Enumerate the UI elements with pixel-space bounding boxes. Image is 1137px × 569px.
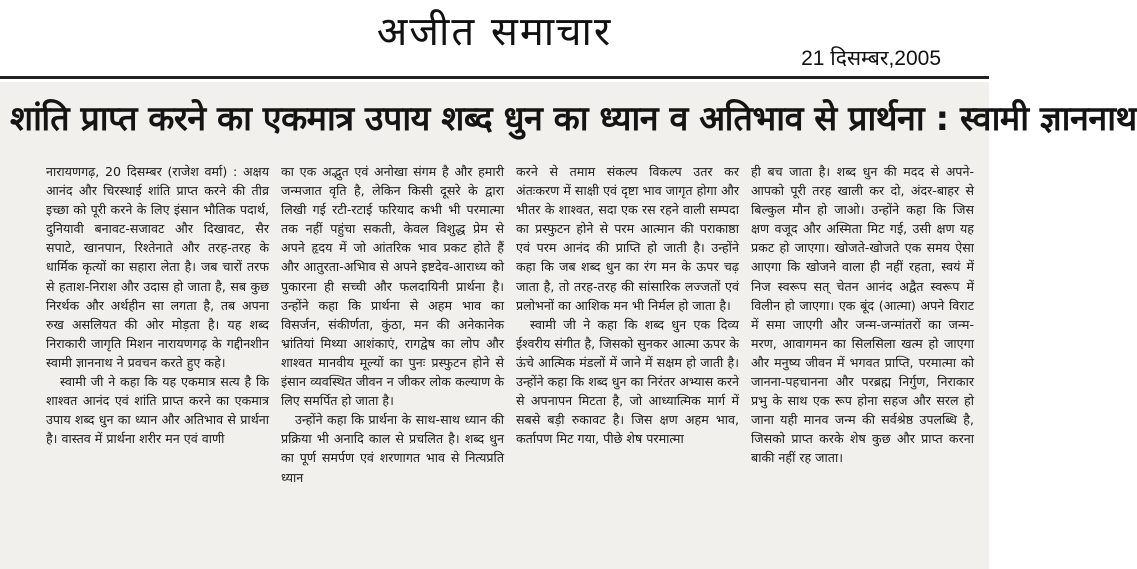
article-paragraph: नारायणगढ़, 20 दिसम्बर (राजेश वर्मा) : अक्षय आनंद और चिरस्थाई शांति प्राप्त करने की तीव्र इच्छा को पूरी करने के लिए इंसान भौतिक पदार्थ, दुनियावी बनावट-सजावट और दिखावट, सैर सपाटे, खानपान, रिश्तेनाते और तरह-तरह के धार्मिक कृत्यों का सहारा लेता है। जब चारों तरफ से हताश-निराश और उदास हो जाता है, सब कुछ निरर्थक और अर्थहीन सा लगता है, तब अपना रुख असलियत की ओर मोड़ता है। यह शब्द निराकारी जागृति मिशन नारायणगढ़ के गद्दीनशीन स्वामी ज्ञाननाथ ने प्रवचन करते हुए कहे। (46, 164, 269, 370)
article-headline: शांति प्राप्त करने का एकमात्र उपाय शब्द धुन का ध्यान व अतिभाव से प्रार्थना : स्वामी ज्ञाननाथ (10, 99, 1137, 139)
article-paragraph: करने से तमाम संकल्प विकल्प उतर कर अंतःकरण में साक्षी एवं दृष्टा भाव जागृत होगा और भीतर के शाश्वत, सदा एक रस रहने वाली सम्पदा का प्रस्फुटन होने से परम आत्मान की पराकाष्ठा एवं परम आनंद की प्राप्ति हो जाती है। उन्होंने कहा कि जब शब्द धुन का रंग मन के ऊपर चढ़ जाता है, तो तरह-तरह की सांसारिक लज्जतों एवं प्रलोभनों का आशिक मन भी निर्मल हो जाता है। (516, 164, 739, 313)
article-paragraph: का एक अद्भुत एवं अनोखा संगम है और हमारी जन्मजात वृति है, लेकिन किसी दूसरे के द्वारा लिखी गई रटी-रटाई फरियाद कभी भी परमात्मा तक नहीं पहुंचा सकती, केवल विशुद्ध प्रेम से अपने हृदय में जो आंतरिक भाव प्रकट होते हैं और आतुरता-अभिाव से अपने इष्टदेव-आराध्य को पुकारना ही सच्ची और फलदायिनी प्रार्थना है। उन्होंने कहा कि प्रार्थना से अहम भाव का विसर्जन, संकीर्णता, कुंठा, मन की अनेकानेक भ्रांतियां मिथ्या आशंकाएं, रागद्वेष का लोप और शाश्वत मानवीय मूल्यों का पुनः प्रस्फुटन होने से इंसान व्यवस्थित जीवन न जीकर लोक कल्याण के लिए समर्पित हो जाता है। (281, 164, 504, 409)
masthead-divider (0, 76, 989, 79)
masthead (0, 0, 989, 76)
newspaper-name: अजीत समाचार (376, 9, 613, 55)
article-column-2 (275, 162, 510, 562)
publication-date: 21 दिसम्बर,2005 (801, 47, 941, 70)
article-column-3 (510, 162, 745, 562)
article-paragraph: स्वामी जी ने कहा कि शब्द धुन एक दिव्य ईश्वरीय संगीत है, जिसको सुनकर आत्मा ऊपर के ऊंचे आत्मिक मंडलों में जाने में सक्षम हो जाती है। उन्होंने कहा कि शब्द धुन का निरंतर अभ्यास करने से अपनापन मिटता है, जो आध्यात्मिक मार्ग में सबसे बड़ी रुकावट है। जिस क्षण अहम भाव, कर्तापण मिट गया, पीछे शेष परमात्मा (516, 316, 739, 447)
article-body (40, 162, 980, 562)
article-column-4 (745, 162, 980, 562)
article-paragraph: स्वामी जी ने कहा कि यह एकमात्र सत्य है कि शाश्वत आनंद एवं शांति प्राप्त करने का एकमात्र उपाय शब्द धुन का ध्यान और अतिभाव से प्रार्थना है। वास्तव में प्रार्थना शरीर मन एवं वाणी (46, 374, 269, 447)
newspaper-clipping (0, 82, 1137, 569)
article-paragraph: ही बच जाता है। शब्द धुन की मदद से अपने-आपको पूरी तरह खाली कर दो, अंदर-बाहर से बिल्कुल मौन हो जाओ। उन्होंने कहा कि जिस क्षण वजूद और अस्मिता मिट गई, उसी क्षण यह प्रकट हो जाएगा। खोजते-खोजते एक समय ऐसा आएगा कि खोजने वाला ही नहीं रहता, स्वयं में निज स्वरूप सत् चेतन आनंद अद्वैत स्वरूप में विलीन हो जाएगा। एक बूंद (आत्मा) अपने विराट में समा जाएगी और जन्म-जन्मांतरों का जन्म-मरण, आवागमन का सिलसिला खत्म हो जाएगा और मनुष्य जीवन में भगवत प्राप्ति, परमात्मा को जानना-पहचानना और परब्रह्म निर्गुण, निराकार प्रभु के साथ एक रूप होना सहज और सरल हो जाना यही मानव जन्म की सर्वश्रेष्ठ उपलब्धि है, जिसको प्राप्त करके शेष कुछ और प्राप्त करना बाकी नहीं रह जाता। (751, 164, 974, 466)
article-paragraph: उन्होंने कहा कि प्रार्थना के साथ-साथ ध्यान की प्रक्रिया भी अनादि काल से प्रचलित है। शब्द धुन का पूर्ण समर्पण एवं शरणागत भाव से नित्यप्रति ध्यान (281, 412, 504, 485)
article-column-1 (40, 162, 275, 562)
